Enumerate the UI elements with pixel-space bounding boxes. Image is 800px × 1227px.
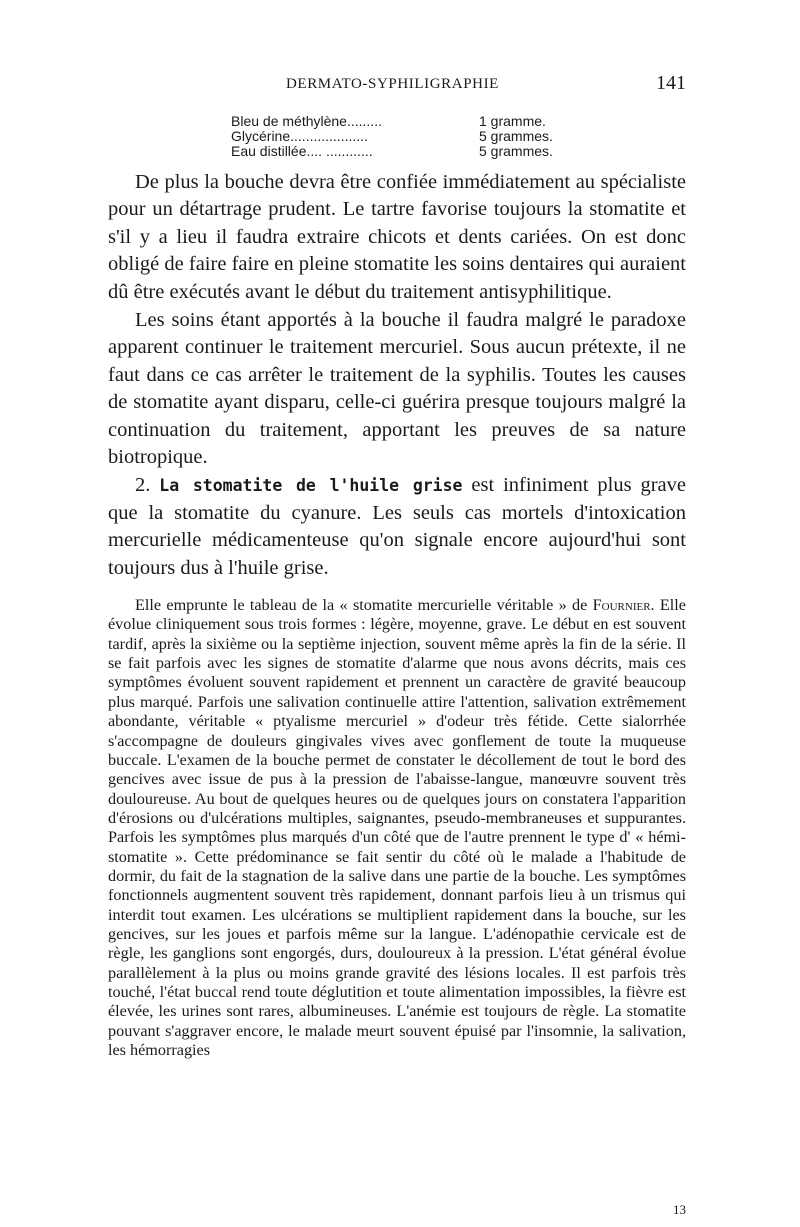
signature-mark: 13: [673, 1202, 686, 1217]
formula-row: [231, 129, 553, 144]
author-name: Fournier: [592, 596, 651, 615]
page-number: 141: [656, 72, 686, 94]
running-title: DERMATO-SYPHILIGRAPHIE: [286, 76, 499, 92]
formula-ingredient: Glycérine....................: [231, 128, 368, 144]
document-page: [108, 68, 686, 1217]
paragraph-mercurial-treatment: Les soins étant apportés à la bouche il faudra malgré le paradoxe apparent continuer le traitement mercuriel. Sous aucun prétexte, il ne faut dans ce cas arrêter le traitement de la syphilis. Toutes les causes de stomatite ayant disparu, celle-ci guérira presque toujours malgré la continuation du traitement, apportant les preuves de sa nature biotropique.: [108, 309, 686, 469]
formula-amount: 1 gramme.: [479, 113, 546, 129]
prescription-formula: [231, 114, 553, 159]
formula-ingredient: Bleu de méthylène.........: [231, 113, 382, 129]
formula-amount: 5 grammes.: [479, 143, 553, 159]
formula-row: [231, 114, 553, 129]
page-header: [108, 68, 686, 104]
paragraph-detartrage: De plus la bouche devra être confiée immédiatement au spécialiste pour un détartrage prudent. Le tartre favorise toujours la stomatite et s'il y a lieu il faudra extraire chicots et dents cariées. On est donc obligé de faire faire en pleine stomatite les soins dentaires qui auraient dû être exécutés avant le début du traitement antisyphilitique.: [108, 171, 686, 303]
section-heading: La stomatite de l'huile grise: [159, 476, 463, 496]
formula-amount: 5 grammes.: [479, 128, 553, 144]
small-text-body: . Elle évolue cliniquement sous trois formes : légère, moyenne, grave. Le début en est souvent tardif, après la sixième ou la septième injection, souvent même après la fin de la série. Il se fait parfois avec les signes de stomatite d'alarme que nous avons décrits, mais ces symptômes évoluent souvent rapidement et prennent un caractère de gravité beaucoup plus marqué. Parfois une salivation continuelle attire l'attention, salivation extrêmement abondante, véritable « ptyalisme mercuriel » d'odeur très fétide. Cette sialorrhée s'accompagne de douleurs gingivales vives avec gonflement de toute la muqueuse buccale. L'examen de la bouche permet de constater le décollement de tout le bord des gencives avec issue de pus à la pression de l'abaisse-langue, manœuvre souvent très douloureuse. Au bout de quelques heures ou de quelques jours on constatera l'apparition d'érosions ou d'ulcérations multiples, saignantes, pseudo-membraneuses et suppurantes. Parfois les symptômes plus marqués d'un côté que de l'autre prennent le type d' « hémi-stomatite ». Cette prédominance se fait sentir du côté où le malade a l'habitude de dormir, du fait de la stagnation de la salive dans une partie de la bouche. Les symptômes fonctionnels augmentent souvent très rapidement, donnant parfois lieu à un trismus qui interdit tout examen. Les ulcérations se multiplient rapidement dans la bouche, sur les gencives, sur les joues et parfois même sur la langue. L'adénopathie cervicale est de règle, les ganglions sont engorgés, durs, douloureux à la pression. L'état général évolue parallèlement à la plus ou moins grande gravité des lésions locales. Il est parfois très touché, l'état buccal rend toute déglutition et toute alimentation impossibles, la fièvre est élevée, les urines sont rares, albumineuses. L'anémie est toujours de règle. La stomatite pouvant s'aggraver encore, le malade meurt souvent épuisé par l'insomnie, la salivation, les hémorragies: [108, 596, 686, 1059]
section-number: 2.: [135, 474, 151, 497]
formula-row: [231, 144, 553, 159]
paragraph-clinical-description: [108, 596, 686, 1060]
small-text-start: Elle emprunte le tableau de la « stomatite mercurielle véritable » de: [135, 596, 588, 615]
formula-ingredient: Eau distillée.... ............: [231, 143, 373, 159]
paragraph-huile-grise: [108, 472, 686, 582]
section-text: est infiniment plus grave que la stomatite du cyanure. Les seuls cas mortels d'intoxication mercurielle médicamenteuse qu'on signale encore aujourd'hui sont toujours dus à l'huile grise.: [108, 474, 686, 579]
